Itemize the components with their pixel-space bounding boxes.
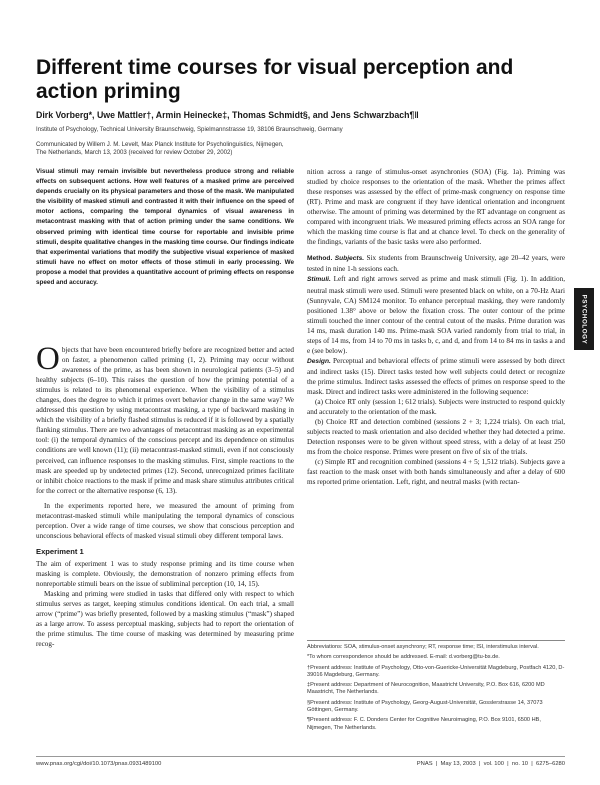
side-tab-label: PSYCHOLOGY [580,294,588,344]
abstract: Visual stimuli may remain invisible but nevertheless produce strong and reliable effects on subsequent actions. How well features of a masked prime are perceived depends crucially on its physical parameters and those of the mask. We manipulated the visibility of masked stimuli and contrasted it with their influence on the speed of motor actions, comparing the temporal dynamics of visual awareness in metacontrast masking with that of action priming under the same conditions. We observed priming with identical time course for reportable and invisible prime stimuli, despite qualitative changes in the masking time course. Our findings indicate that experimental variations that modify the subjective visual experience of masked stimuli have no effect on motor effects of those stimuli in early processing. We propose a model that provides a quantitative account of priming effects on response speed and accuracy. [36,168,294,287]
column-left [36,341,294,649]
footer-date: May 13, 2003 [440,761,476,767]
footnote-correspondence: *To whom correspondence should be addressed. E-mail: d.vorberg@tu-bs.de. [307,654,500,661]
footnote-address-4: ¶Present address: F. C. Donders Center for Cognitive Neuroimaging, P.O. Box 9101, 6500 HB, Nijmegen, The Netherlands. [307,717,541,731]
footnote-abbreviations: Abbreviations: SOA, stimulus-onset asynchrony; RT, response time; ISI, interstimulus interval. [307,644,539,650]
footnote-address-1: †Present address: Institute of Psychology, Otto-von-Guericke-Universität Magdeburg, Postfach 4120, D-39016 Magdeburg, Germany. [307,664,565,678]
task-c-paragraph: (c) Simple RT and recognition combined (sessions 4 + 5; 1,512 trials). Subjects gave a fast reaction to the mask onset with both hands simultaneously and after a delay of 600 ms reported prime orientation. Left, right, and neutral masks (with rectan- [307,458,565,487]
section-heading-experiment-1: Experiment 1 [36,546,84,556]
footer-rule [36,756,565,757]
continued-paragraph: nition across a range of stimulus-onset asynchronies (SOA) (Fig. 1a). Priming was studied by choice responses to the orientation of the mask. Whether the primes affect these responses was assessed by the effect of prime-mask congruency on response time (RT). Prime and mask are congruent if they have identical orientation and incongruent otherwise. The amount of priming was determined by the RT advantage on congruent as compared with incongruent trials. We measured priming effects across an SOA range for which the masking time course is flat and at chance level. To check on the generality of the findings, variants of the basic tasks were also performed. [307,168,565,247]
experiment-paragraph-2: Masking and priming were studied in tasks that differed only with respect to which stimulus serves as target, keeping stimulus conditions identical. On each trial, a small arrow (“prime”) was briefly presented, followed by a masking stimulus (“mask”) shaped as a large arrow. To assess perceptual masking, subjects had to report the orientation of the prime stimulus. The time course of masking was determined by measuring prime recog- [36,590,294,649]
intro-paragraph-2: In the experiments reported here, we measured the amount of priming from metacontrast-masked stimuli while manipulating the temporal dynamics of conscious perception. Over a wide range of time courses, we show that conscious perception and unconscious behavioral effects of masked visual stimuli obey different temporal laws. [36,501,294,540]
footnote-address-2: ‡Present address: Department of Neurocognition, Maastricht University, P.O. Box 616, 6200 MD Maastricht, The Netherlands. [307,682,545,696]
task-a-paragraph: (a) Choice RT only (session 1; 612 trials). Subjects were instructed to respond quickly and accurately to the orientation of the mask. [307,398,565,417]
stimuli-paragraph: Stimuli. Left and right arrows served as prime and mask stimuli (Fig. 1). In addition, neutral mask stimuli were used. Stimuli were presented black on white, on a 70-Hz Atari (Sunnyvale, CA) SM124 monitor. To enhance perceptual masking, they were randomly positioned 1.38° above or below the fixation cross. The outer contour of the prime stimuli touched the inner contour of the central cutout of the masks. Prime duration was 14 ms, mask duration 140 ms. Prime-mask SOA varied randomly from trial to trial, in steps of 14 ms, from 14 to 70 ms in tasks b, c, and d, and from 14 to 84 ms in tasks a and e (see below). [307,275,565,355]
footer-journal: PNAS [416,761,433,767]
intro-paragraph-1: Objects that have been encountered briefly before are recognized better and acted on faster, a phenomenon called priming (1, 2). Priming may occur without awareness of the prime, as has been shown in neurological patients (3–5) and healthy subjects (6–10). This raises the question of how the priming potential of a stimulus is related to its phenomenal experience. When the visibility of a stimulus changes, does the degree to which it primes overt behavior change in the same way? We addressed this question by using metacontrast masking, a type of backward masking in which the visibility of a briefly flashed stimulus is reduced if it is followed by a spatially flanking stimulus. There are two advantages of metacontrast masking as an experimental tool: (i) the temporal dynamics of the conscious percept and its dependence on stimulus conditions are well known (11); (ii) metacontrast-masked stimuli, even if not consciously perceived, can influence responses to the masking stimulus. First, simple reactions to the mask are speeded up by undetected primes (12). Second, unrecognized primes facilitate or inhibit choice reactions to the mask if prime and mask share stimulus attributes critical for the correct or the alternative response (6, 13). [36,341,294,495]
article-title: Different time courses for visual perception and action priming [36,56,514,103]
footer-issue: no. 10 [511,761,529,767]
communicated-by: Communicated by Willem J. M. Levelt, Max Planck Institute for Psycholinguistics, Nijmegen, The Netherlands, March 13, 2003 (received for review October 29, 2002) [36,141,284,156]
doi-link[interactable]: www.pnas.org/cgi/doi/10.1073/pnas.0931489100 [36,761,162,767]
footer-citation: PNAS | May 13, 2003 | vol. 100 | no. 10 | 6275–6280 [416,761,565,767]
design-label: Design. [307,357,331,365]
footnote-address-3: §Present address: Institute of Psychology, Georg-August-Universität, Gosslerstrasse 14, 37073 Göttingen, Germany. [307,699,543,714]
author-list: Dirk Vorberg*, Uwe Mattler†, Armin Heinecke‡, Thomas Schmidt§, and Jens Schwarzbach¶‖ [36,110,419,120]
task-b-paragraph: (b) Choice RT and detection combined (sessions 2 + 3; 1,224 trials). On each trial, subjects reacted to mask orientation and also decided whether they had detected a prime. Detection responses were to be given without speed stress, with a delay of at least 250 ms from the choice response. Primes were present on five of six of the trials. [307,418,565,457]
stimuli-label: Stimuli. [307,276,331,284]
experiment-paragraph-1: The aim of experiment 1 was to study response priming and its time course when masking is complete. Obviously, the demonstration of nonzero priming effects from nonreportable stimuli bears on the issue of subliminal perception (10, 14, 15). [36,559,294,589]
affiliation: Institute of Psychology, Technical University Braunschweig, Spielmannstrasse 19, 38106 Braunschweig, Germany [36,126,343,133]
footnote-rule [307,640,565,641]
subjects-label: Subjects. [334,255,365,263]
methods-label: Method. [307,255,333,263]
column-right [307,167,565,487]
methods-subjects-paragraph: Method. Subjects. Six students from Braunschweig University, age 20–42 years, were tested in nine 1-h sessions each. [307,254,566,274]
footnotes [307,640,565,735]
design-paragraph: Design. Perceptual and behavioral effects of prime stimuli were assessed by both direct and indirect tasks (15). Direct tasks tested how well subjects could detect or recognize the prime stimulus. Indirect tasks assessed the effects of primes on response speed to the mask. Direct and indirect tasks were administered in the following sequence: [307,356,565,396]
footer-pages: 6275–6280 [535,761,565,767]
section-side-tab [574,288,594,350]
drop-cap: O [36,341,60,377]
footer-volume: vol. 100 [483,761,504,767]
